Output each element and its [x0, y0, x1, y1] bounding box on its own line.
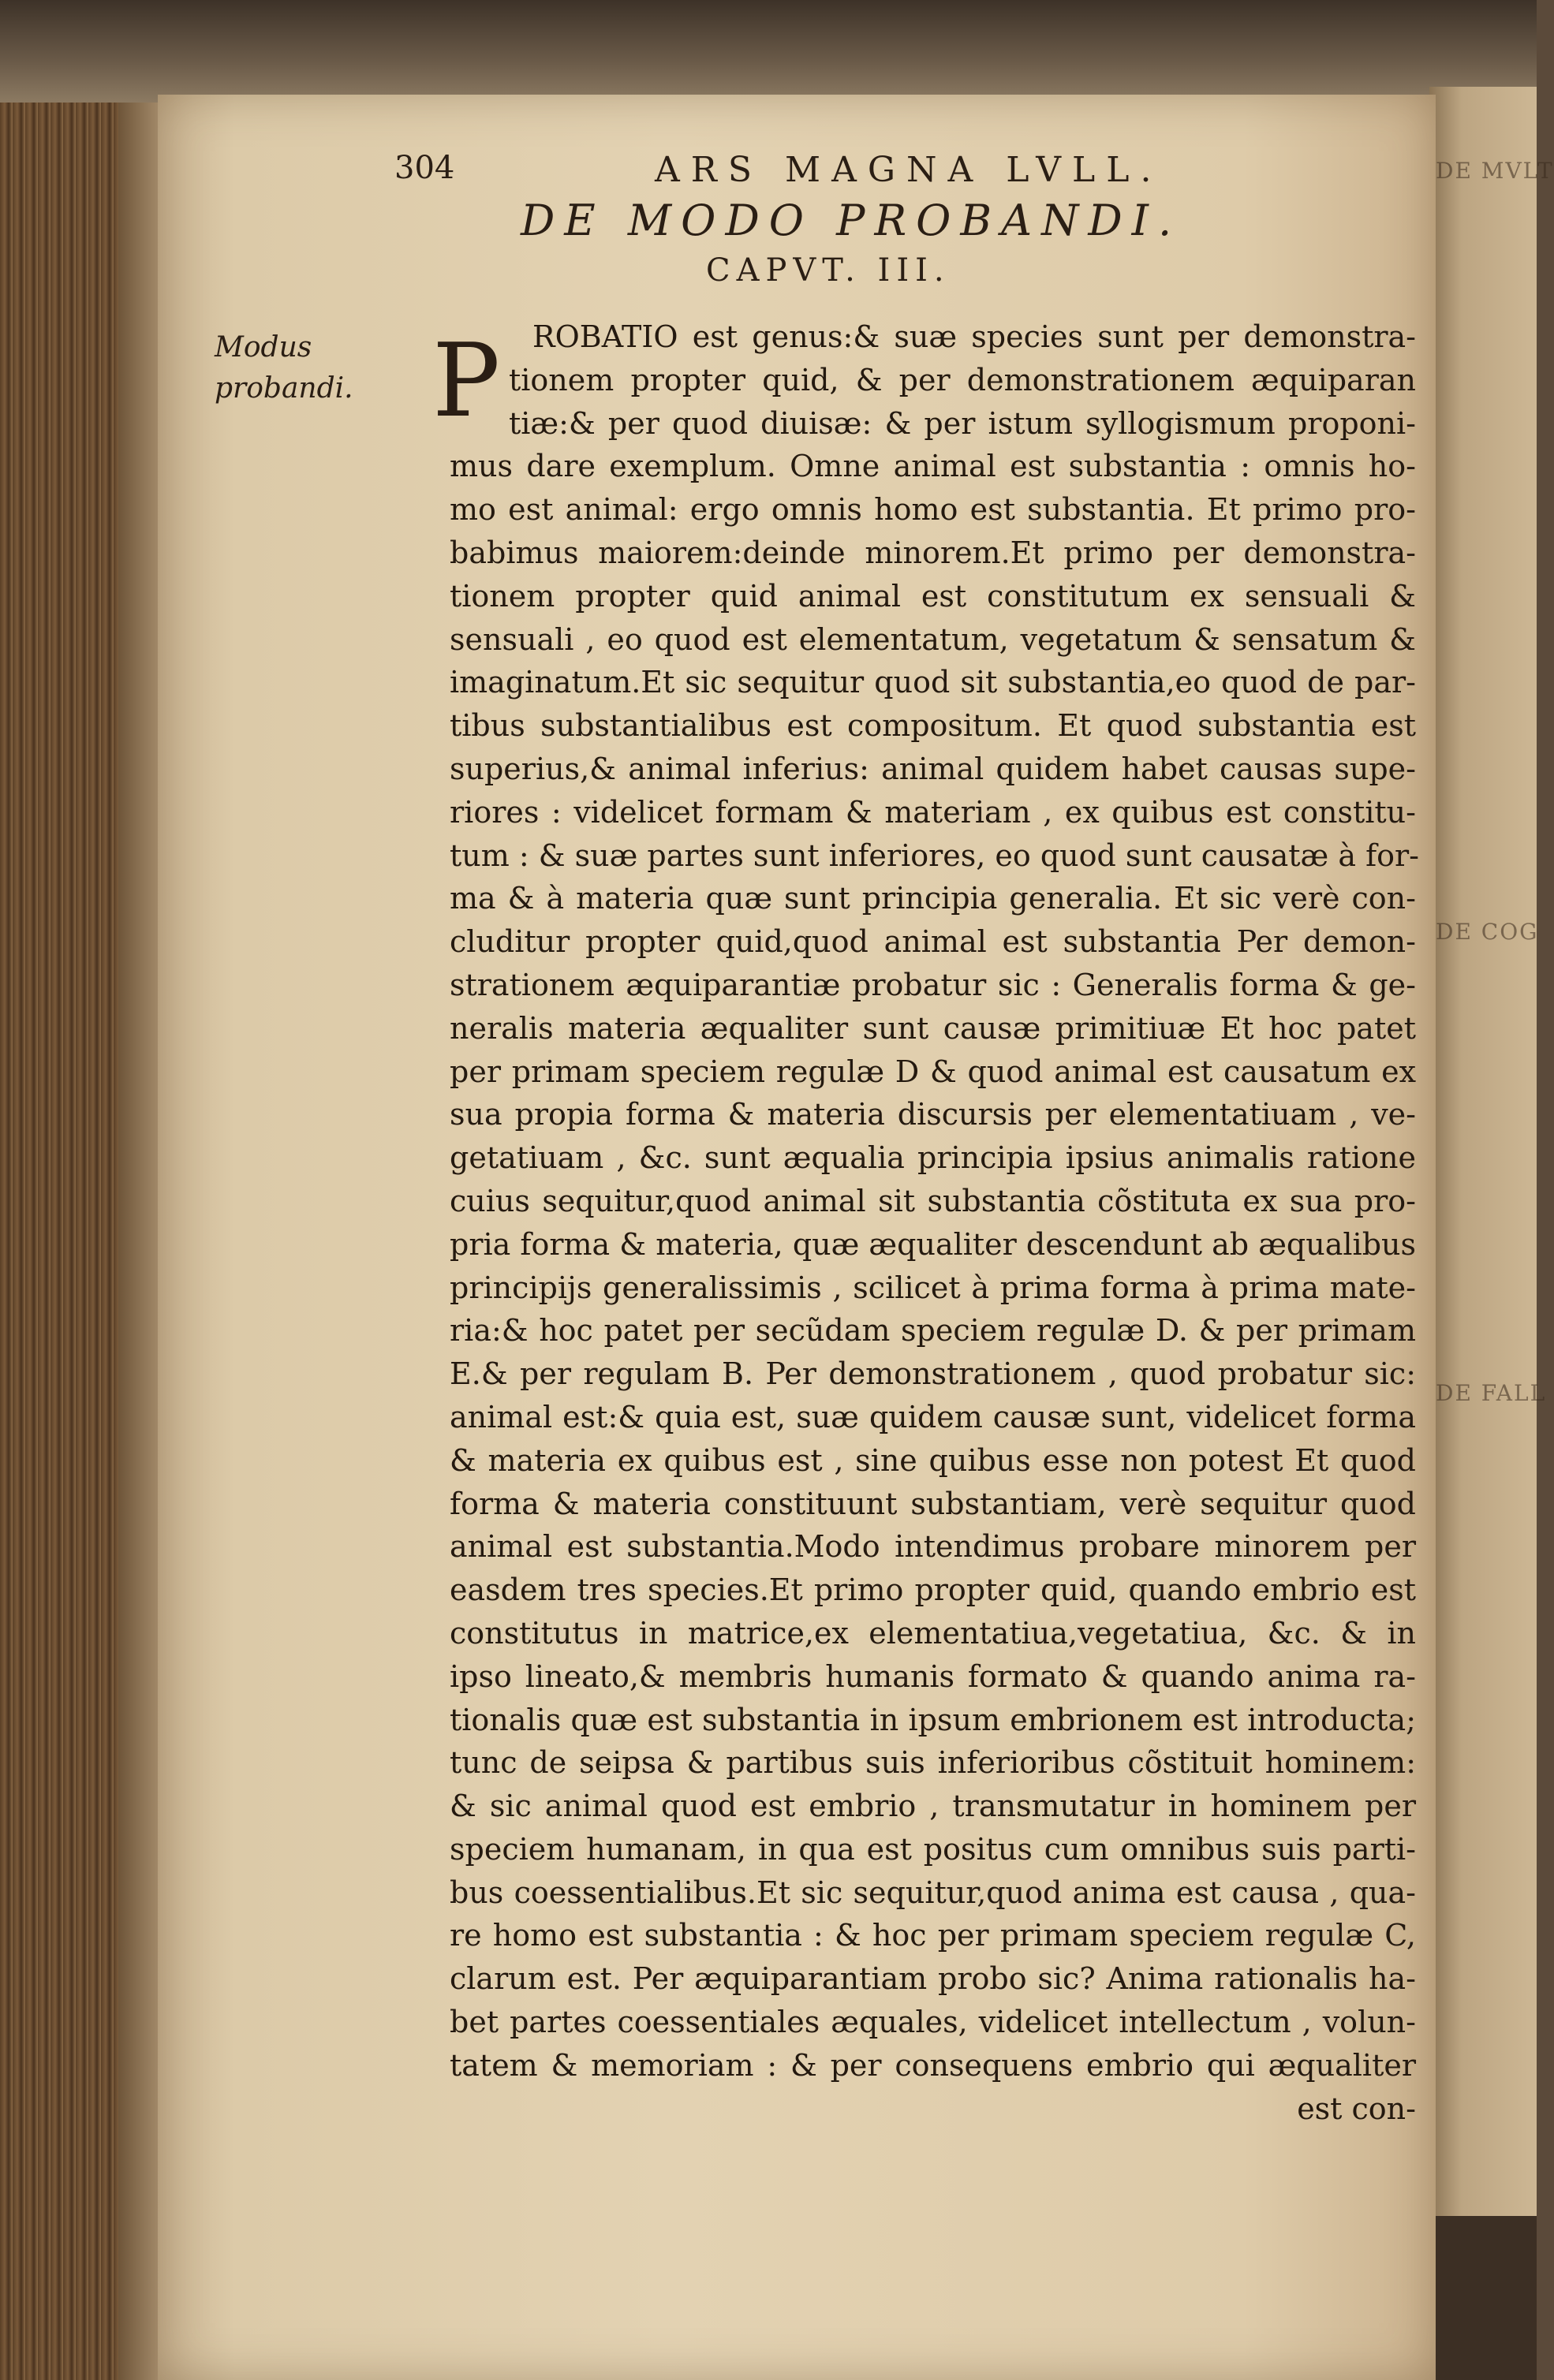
book-top-edge	[0, 0, 1537, 103]
text-line: bet partes coessentiales æquales, videlicet intellectum , volun-	[450, 2005, 1416, 2040]
text-line: animal est:& quia est, suæ quidem causæ sunt, videlicet forma	[450, 1399, 1416, 1434]
facing-page-heading: DE COG	[1436, 919, 1539, 945]
text-line: ipso lineato,& membris humanis formato & quando anima ra-	[450, 1658, 1416, 1694]
book-fore-edge	[0, 103, 118, 2380]
text-line: neralis materia æqualiter sunt causæ primitiuæ Et hoc patet	[450, 1010, 1416, 1046]
text-line: animal est substantia.Modo intendimus probare minorem per	[450, 1529, 1416, 1565]
body-text	[450, 315, 1420, 2130]
text-line: est con-	[1297, 2091, 1416, 2126]
facing-page-edge	[1429, 87, 1554, 2216]
text-line: tibus substantialibus est compositum. Et quod substantia est	[450, 708, 1416, 744]
text-line: clarum est. Per æquiparantiam probo sic? Anima rationalis ha-	[450, 1961, 1416, 1997]
text-line: forma & materia constituunt substantiam, verè sequitur quod	[450, 1486, 1416, 1521]
text-line: principijs generalissimis , scilicet à prima forma à prima mate-	[450, 1270, 1416, 1305]
text-line: re homo est substantia : & hoc per primam speciem regulæ C,	[450, 1918, 1416, 1953]
running-header	[394, 150, 1420, 197]
text-line: easdem tres species.Et primo propter quid, quando embrio est	[450, 1572, 1416, 1608]
text-line: bus coessentialibus.Et sic sequitur,quod anima est causa , qua-	[450, 1875, 1416, 1910]
page-number: 304	[394, 150, 455, 186]
text-line: cluditur propter quid,quod animal est substantia Per demon-	[450, 924, 1416, 960]
text-line: speciem humanam, in qua est positus cum omnibus suis parti-	[450, 1831, 1416, 1867]
text-line: ROBATIO est genus:& suæ species sunt per demonstra-	[532, 319, 1416, 354]
running-title: ARS MAGNA LVLL.	[655, 150, 1163, 190]
chapter-number: CAPVT. III.	[706, 252, 951, 289]
text-line: babimus maiorem:deinde minorem.Et primo per demonstra-	[450, 535, 1416, 570]
text-line: tiæ:& per quod diuisæ: & per istum syllogismum proponi-	[509, 405, 1416, 441]
text-line: cuius sequitur,quod animal sit substantia cõstituta ex sua pro-	[450, 1183, 1416, 1218]
text-line: tum : & suæ partes sunt inferiores, eo quod sunt causatæ à for-	[450, 837, 1420, 873]
text-line: superius,& animal inferius: animal quidem habet causas supe-	[450, 751, 1416, 786]
text-line: & sic animal quod est embrio , transmutatur in hominem per	[450, 1789, 1416, 1824]
text-line: per primam speciem regulæ D & quod animal est causatum ex	[450, 1054, 1416, 1089]
text-line: tionalis quæ est substantia in ipsum embrionem est introducta;	[450, 1702, 1416, 1737]
marginal-note: Modus probandi.	[215, 331, 353, 405]
text-line: strationem æquiparantiæ probatur sic : Generalis forma & ge-	[450, 967, 1416, 1002]
text-line: tionem propter quid animal est constitutum ex sensuali &	[450, 578, 1416, 614]
text-line: sensuali , eo quod est elementatum, vegetatum & sensatum &	[450, 621, 1416, 657]
text-line: tatem & memoriam : & per consequens embrio qui æqualiter	[450, 2047, 1416, 2083]
text-line: sua propia forma & materia discursis per elementatiuam , ve-	[450, 1097, 1416, 1132]
facing-page-heading: DE MVLT	[1436, 158, 1554, 184]
text-line: & materia ex quibus est , sine quibus esse non potest Et quod	[450, 1442, 1416, 1478]
text-line: tunc de seipsa & partibus suis inferioribus cõstituit hominem:	[450, 1745, 1416, 1781]
text-line: imaginatum.Et sic sequitur quod sit substantia,eo quod de par-	[450, 665, 1416, 700]
drop-capital: P	[432, 323, 501, 440]
background-shadow	[1429, 2216, 1537, 2380]
text-line: riores : videlicet formam & materiam , ex quibus est constitu-	[450, 794, 1416, 830]
section-title: DE MODO PROBANDI.	[521, 196, 1182, 245]
text-line: ma & à materia quæ sunt principia generalia. Et sic verè con-	[450, 881, 1416, 916]
text-line: tionem propter quid, & per demonstrationem æquiparan	[509, 362, 1416, 397]
text-line: ria:& hoc patet per secũdam speciem regulæ D. & per primam	[450, 1313, 1416, 1349]
text-line: mo est animal: ergo omnis homo est substantia. Et primo pro-	[450, 492, 1416, 528]
text-line: E.& per regulam B. Per demonstrationem , quod probatur sic:	[450, 1356, 1416, 1392]
text-line: pria forma & materia, quæ æqualiter descendunt ab æqualibus	[450, 1226, 1416, 1262]
text-line: constitutus in matrice,ex elementatiua,vegetatiua, &c. & in	[450, 1615, 1416, 1651]
facing-page-heading: DE FALL	[1436, 1380, 1547, 1406]
text-line: getatiuam , &c. sunt æqualia principia ipsius animalis ratione	[450, 1140, 1416, 1176]
text-line: mus dare exemplum. Omne animal est substantia : omnis ho-	[450, 449, 1416, 484]
